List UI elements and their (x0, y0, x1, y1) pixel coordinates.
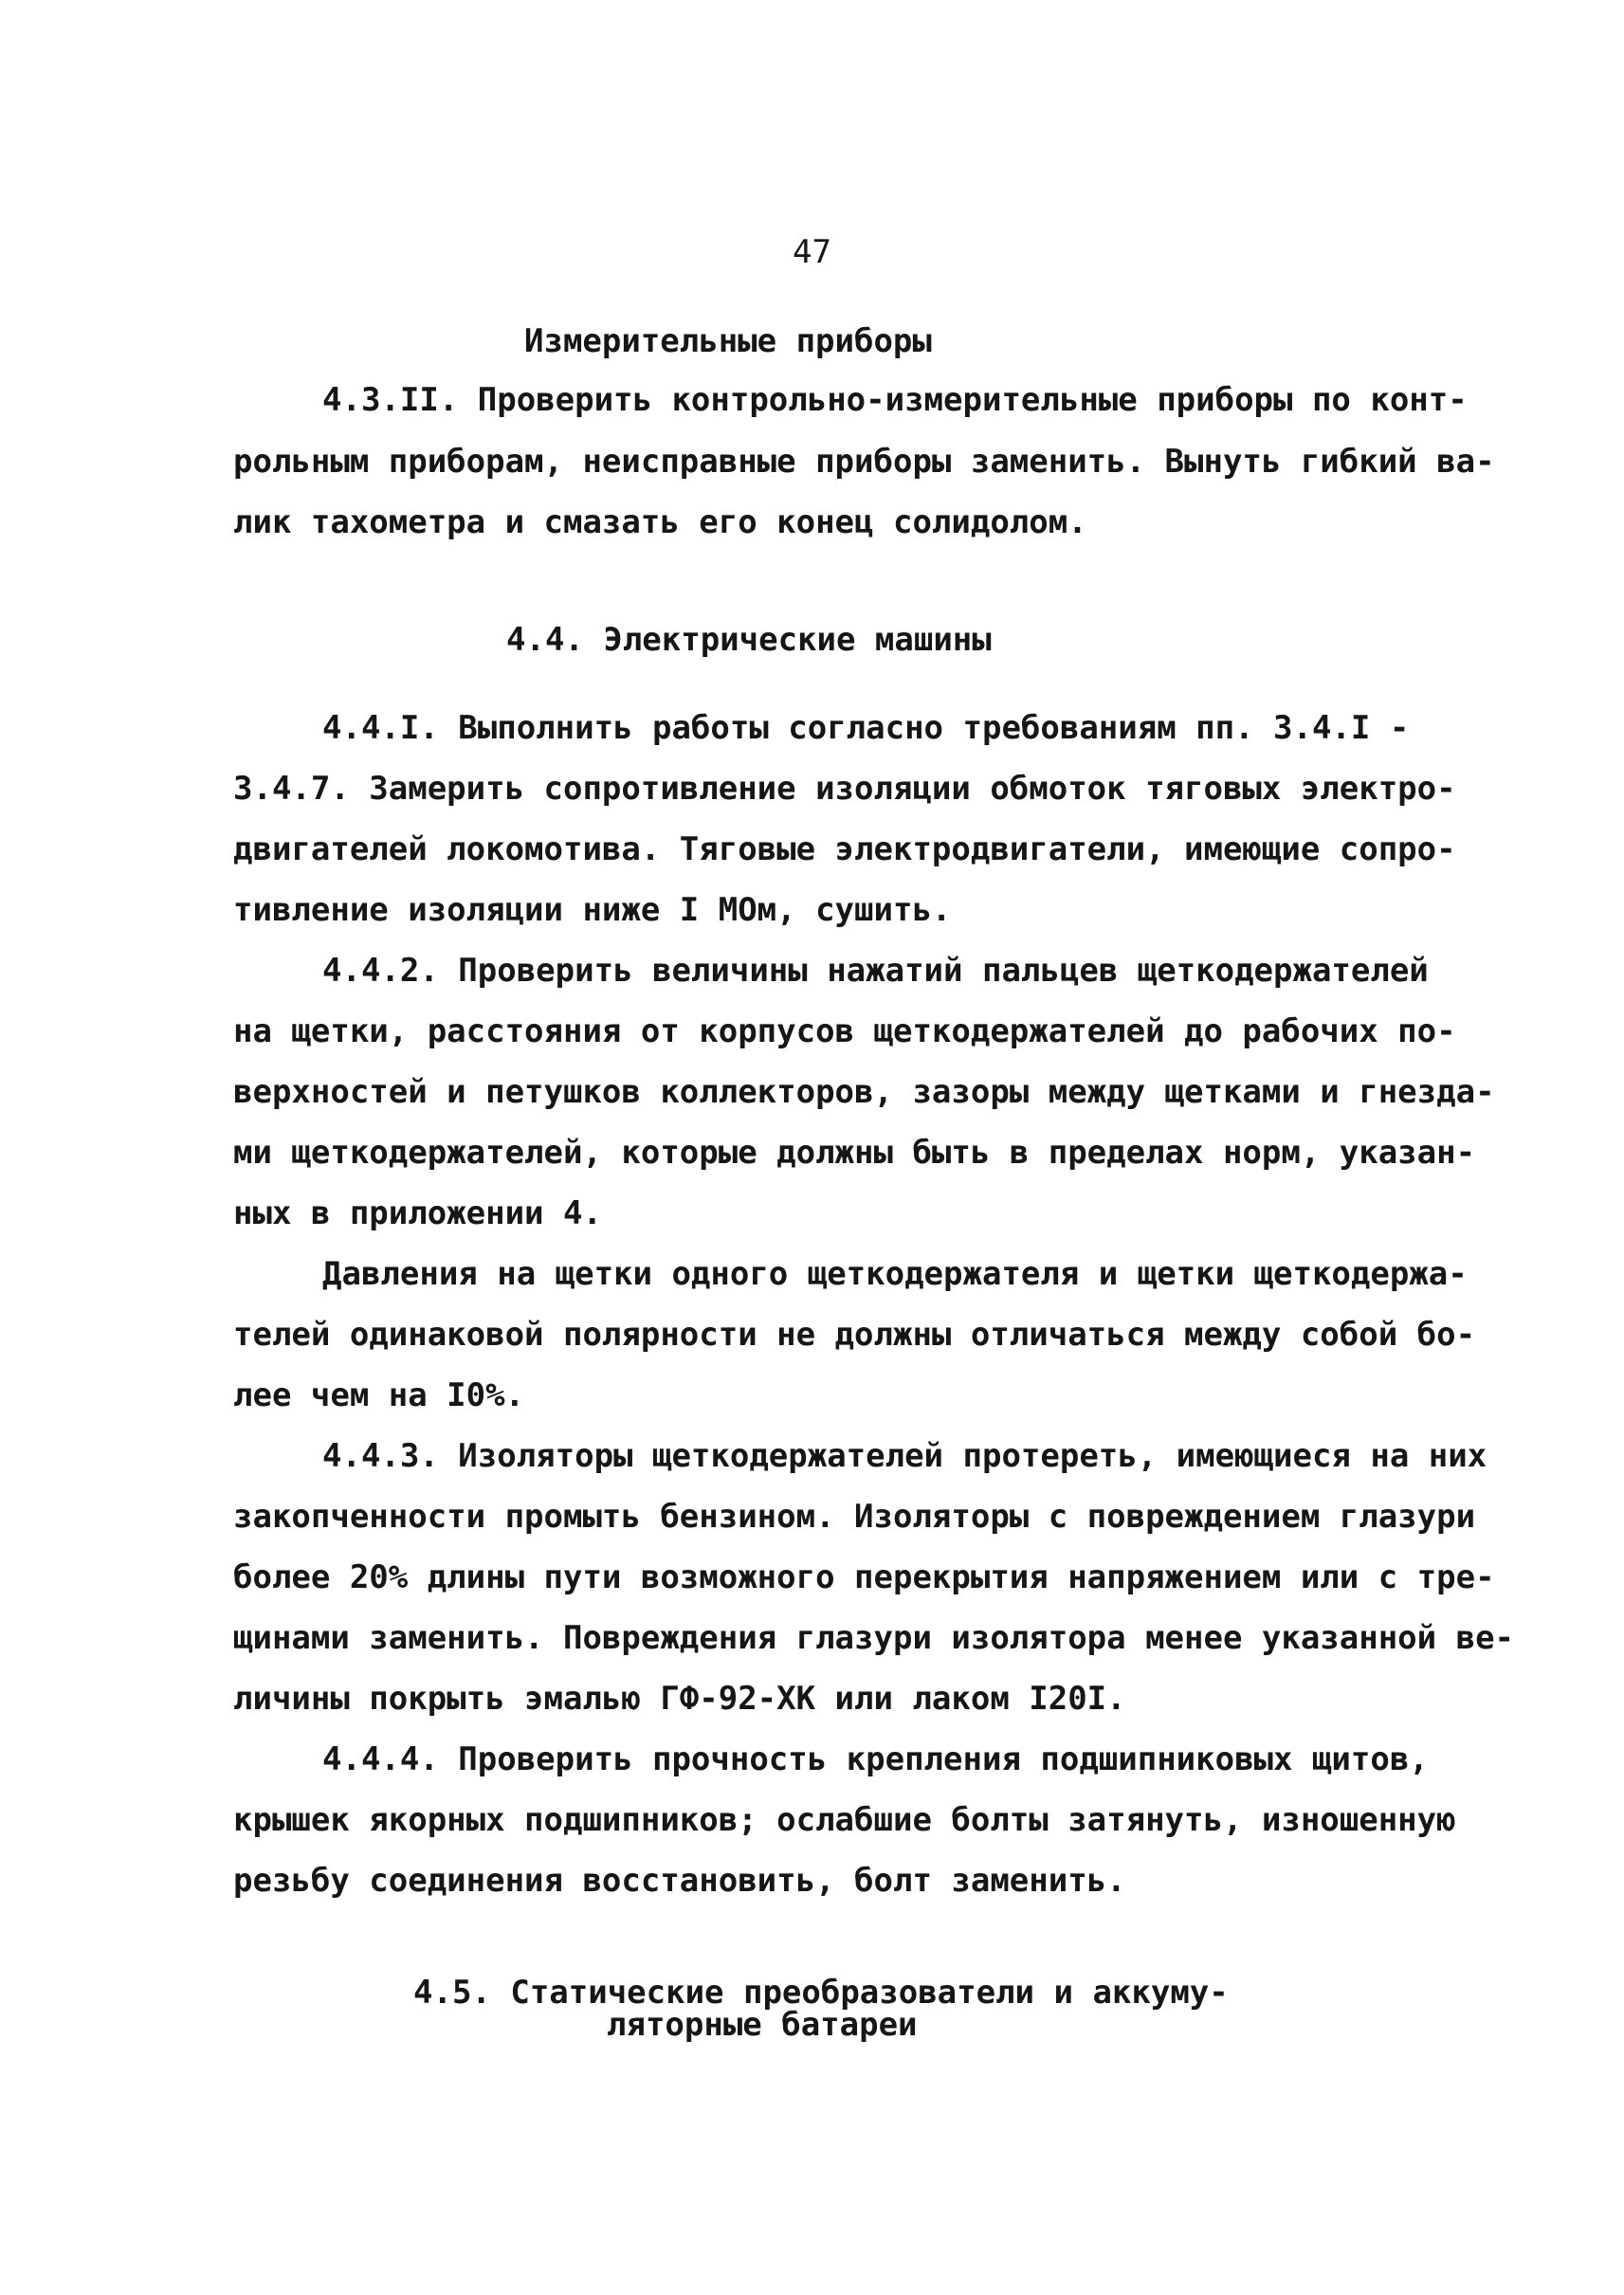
para-4-4-4-line-3: резьбу соединения восстановить, болт заменить. (233, 1862, 1126, 1900)
para-4-4-4-line-2: крышек якорных подшипников; ослабшие болты затянуть, изношенную (233, 1801, 1456, 1839)
para-4-4-1-line-4: тивление изоляции ниже I МОм, сушить. (233, 891, 952, 929)
para-4-3-11-line-3: лик тахометра и смазать его конец солидолом. (233, 503, 1087, 541)
heading-electric-machines: 4.4. Электрические машины (506, 621, 992, 659)
para-4-3-11-line-2: рольным приборам, неисправные приборы заменить. Вынуть гибкий ва- (233, 443, 1495, 481)
para-4-4-1-line-3: двигателей локомотива. Тяговые электродвигатели, имеющие сопро- (233, 830, 1456, 868)
para-4-4-2-line-1: 4.4.2. Проверить величины нажатий пальцев щеткодержателей (322, 952, 1429, 990)
para-4-4-3-line-1: 4.4.3. Изоляторы щеткодержателей протереть, имеющиеся на них (322, 1437, 1487, 1475)
para-pressure-line-3: лее чем на I0%. (233, 1376, 525, 1414)
para-4-4-3-line-4: щинами заменить. Повреждения глазури изолятора менее указанной ве- (233, 1619, 1515, 1657)
heading-measuring-instruments: Измерительные приборы (524, 322, 932, 360)
para-4-4-2-line-3: верхностей и петушков коллекторов, зазоры между щетками и гнезда- (233, 1073, 1495, 1111)
para-4-4-3-line-3: более 20% длины пути возможного перекрытия напряжением или с тре- (233, 1558, 1495, 1596)
para-pressure-line-1: Давления на щетки одного щеткодержателя и щетки щеткодержа- (322, 1255, 1468, 1293)
para-4-4-1-line-1: 4.4.I. Выполнить работы согласно требованиям пп. 3.4.I - (322, 709, 1410, 747)
heading-static-converters-line-1: 4.5. Статические преобразователи и аккуму- (413, 1974, 1229, 2012)
page-number: 47 (793, 233, 831, 271)
para-4-3-11-line-1: 4.3.II. Проверить контрольно-измерительные приборы по конт- (322, 381, 1468, 419)
para-4-4-2-line-4: ми щеткодержателей, которые должны быть в пределах норм, указан- (233, 1134, 1476, 1172)
para-4-4-3-line-5: личины покрыть эмалью ГФ-92-ХК или лаком I20I. (233, 1680, 1126, 1718)
para-4-4-3-line-2: закопченности промыть бензином. Изоляторы с повреждением глазури (233, 1498, 1476, 1536)
heading-static-converters-line-2: ляторные батареи (607, 2006, 918, 2044)
para-pressure-line-2: телей одинаковой полярности не должны отличаться между собой бо- (233, 1316, 1476, 1354)
para-4-4-1-line-2: 3.4.7. Замерить сопротивление изоляции обмоток тяговых электро- (233, 770, 1456, 808)
para-4-4-2-line-2: на щетки, расстояния от корпусов щеткодержателей до рабочих по- (233, 1012, 1456, 1050)
para-4-4-4-line-1: 4.4.4. Проверить прочность крепления подшипниковых щитов, (322, 1740, 1429, 1778)
para-4-4-2-line-5: ных в приложении 4. (233, 1194, 602, 1232)
